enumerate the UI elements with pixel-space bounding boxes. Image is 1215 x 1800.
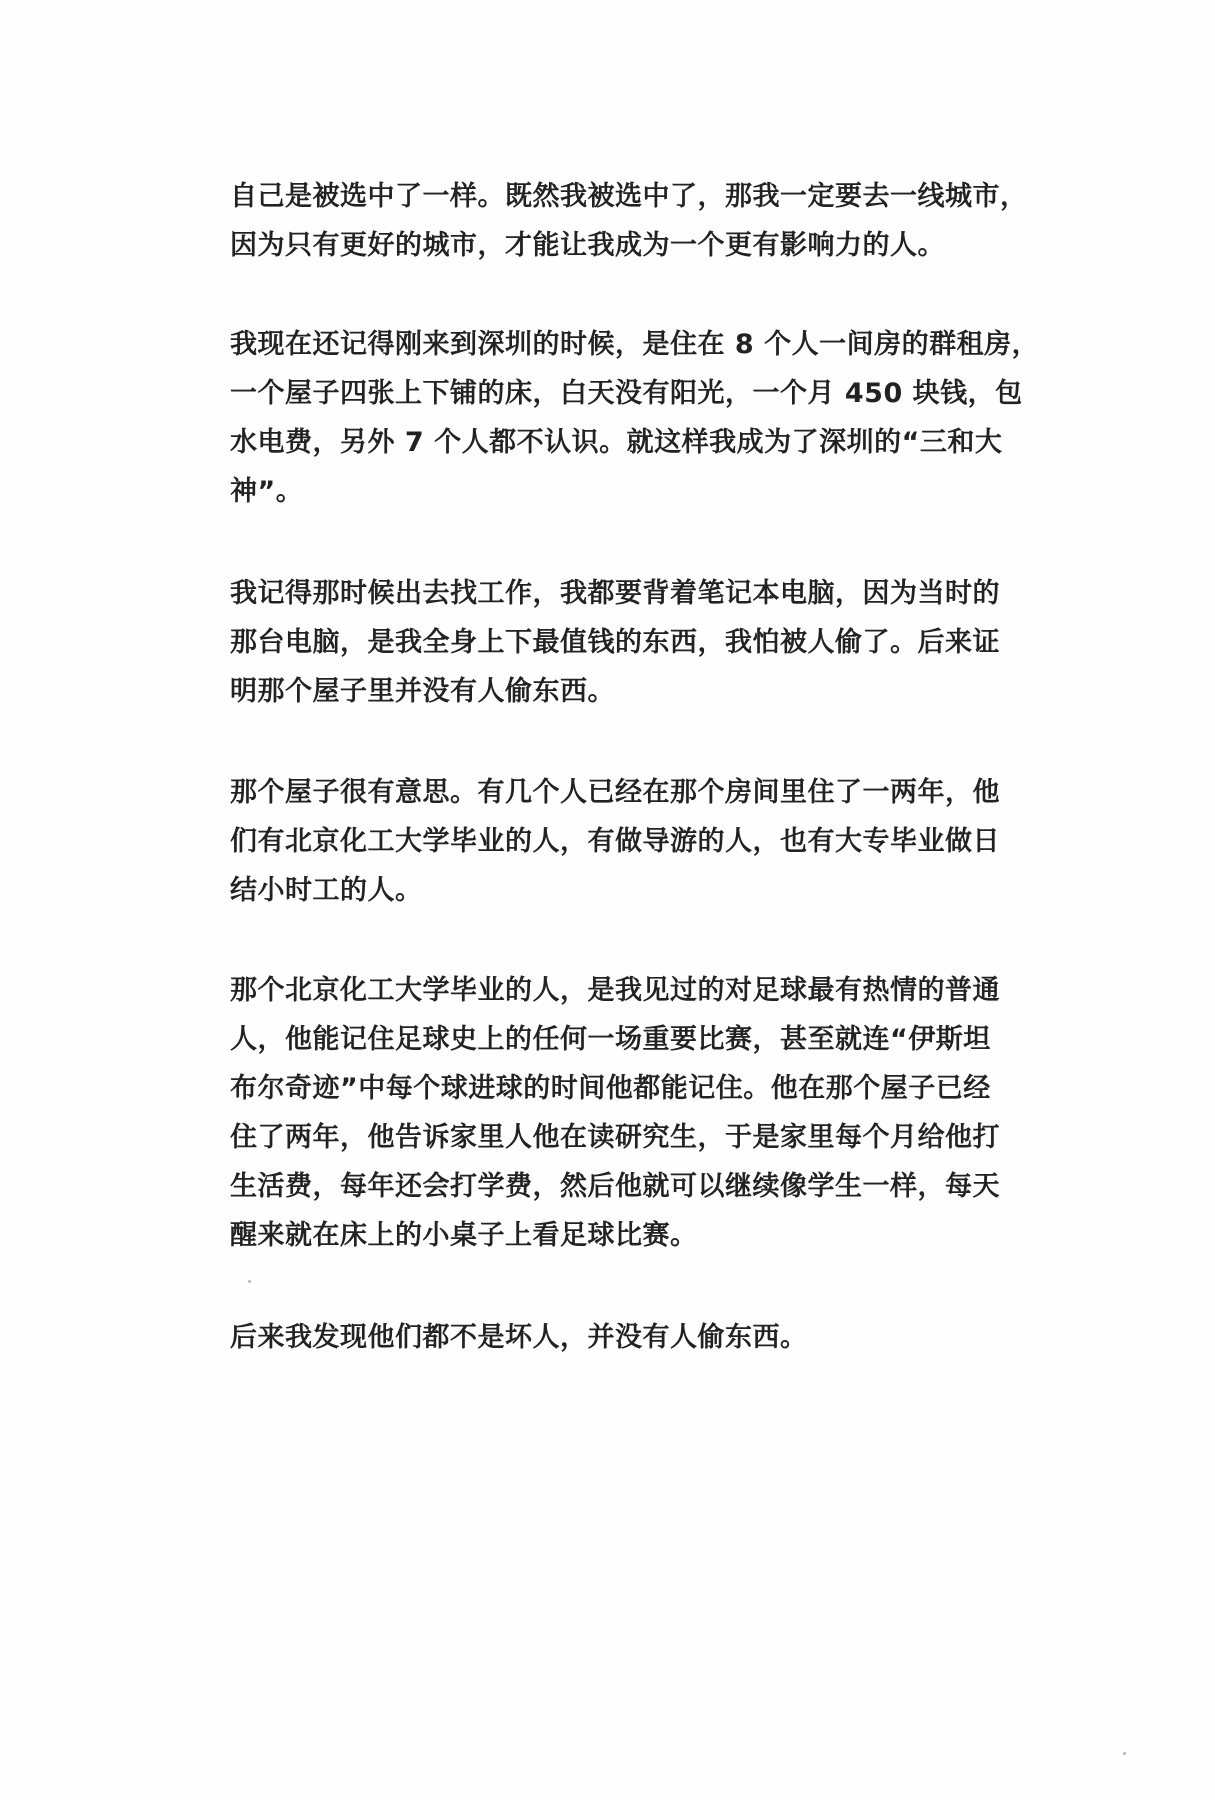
- text-line: 一个屋子四张上下铺的床，白天没有阳光，一个月 450 块钱，包: [230, 378, 1023, 409]
- text-line: 那台电脑，是我全身上下最值钱的东西，我怕被人偷了。后来证: [230, 627, 1000, 658]
- text-line: 神”。: [230, 476, 304, 507]
- text-line: 因为只有更好的城市，才能让我成为一个更有影响力的人。: [230, 230, 945, 261]
- text-line: 那个屋子很有意思。有几个人已经在那个房间里住了一两年，他: [230, 777, 1000, 808]
- text-line: 明那个屋子里并没有人偷东西。: [230, 676, 615, 707]
- text-line: 生活费，每年还会打学费，然后他就可以继续像学生一样，每天: [230, 1171, 1000, 1202]
- scan-speck: [248, 1280, 251, 1283]
- text-line: 那个北京化工大学毕业的人，是我见过的对足球最有热情的普通: [230, 975, 1000, 1006]
- text-line: 我现在还记得刚来到深圳的时候，是住在 8 个人一间房的群租房，: [230, 329, 1040, 360]
- text-line: 水电费，另外 7 个人都不认识。就这样我成为了深圳的“三和大: [230, 427, 1003, 458]
- text-line: 结小时工的人。: [230, 875, 423, 906]
- text-line: 我记得那时候出去找工作，我都要背着笔记本电脑，因为当时的: [230, 578, 1000, 609]
- text-line: 住了两年，他告诉家里人他在读研究生，于是家里每个月给他打: [230, 1122, 1000, 1153]
- text-line: 布尔奇迹”中每个球进球的时间他都能记住。他在那个屋子已经: [230, 1073, 991, 1104]
- text-line: 醒来就在床上的小桌子上看足球比赛。: [230, 1220, 698, 1251]
- scan-speck: [1123, 1752, 1126, 1755]
- text-line: 们有北京化工大学毕业的人，有做导游的人，也有大专毕业做日: [230, 826, 1000, 857]
- text-line: 自己是被选中了一样。既然我被选中了，那我一定要去一线城市，: [230, 181, 1028, 212]
- text-line: 后来我发现他们都不是坏人，并没有人偷东西。: [230, 1322, 808, 1353]
- text-line: 人，他能记住足球史上的任何一场重要比赛，甚至就连“伊斯坦: [230, 1024, 991, 1055]
